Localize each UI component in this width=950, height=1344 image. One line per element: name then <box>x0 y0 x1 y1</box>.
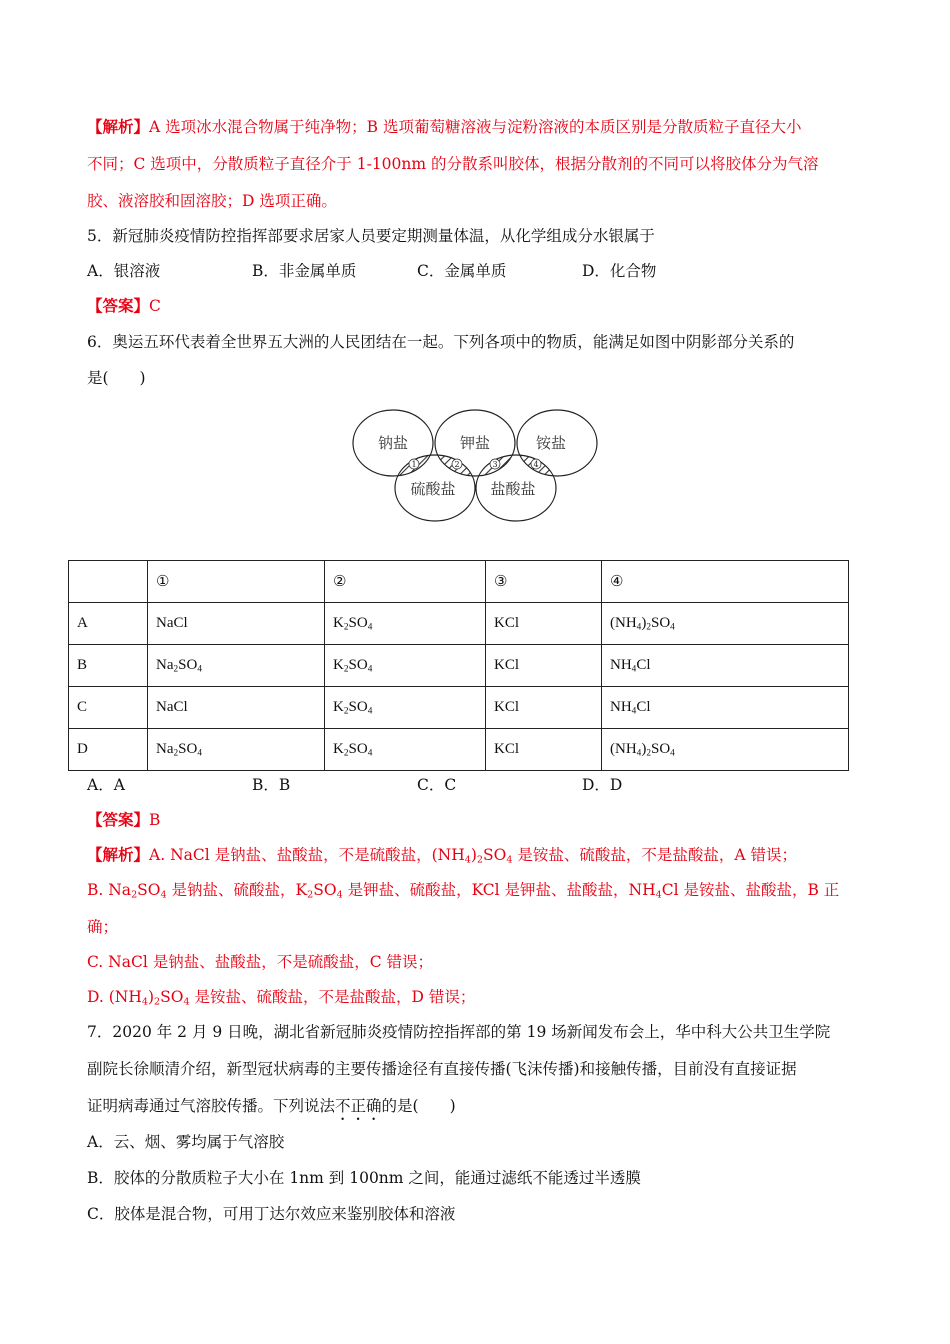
table-cell: $Na_2SO_4$ <box>148 729 325 771</box>
emphasized-text: 不正确 <box>335 1097 382 1115</box>
region-3-marker <box>490 459 500 469</box>
analysis-tag: 【解析】 <box>87 845 150 864</box>
q7-option-a: A．云、烟、雾均属于气溶胶 <box>87 1133 285 1151</box>
table-row <box>69 729 849 771</box>
table-row <box>69 687 849 729</box>
question-6-stem: 6．奥运五环代表着全世界五大洲的人民团结在一起。下列各项中的物质，能满足如图中阴影部分关系的 <box>87 333 795 351</box>
label-ammonium: 铵盐 <box>535 434 567 452</box>
q6-option-b: B．B <box>252 776 291 794</box>
table-cell: $Na_2SO_4$ <box>148 645 325 687</box>
q6-analysis-line: C. NaCl 是钠盐、盐酸盐，不是硫酸盐，C 错误； <box>87 953 433 971</box>
question-7-stem: 副院长徐顺清介绍，新型冠状病毒的主要传播途径有直接传播(飞沫传播)和接触传播，目前没有直接证据 <box>87 1060 797 1078</box>
table-header-row <box>69 561 849 603</box>
question-6-stem: 是( ) <box>87 369 146 387</box>
table-row <box>69 645 849 687</box>
question-5-stem: 5．新冠肺炎疫情防控指挥部要求居家人员要定期测量体温，从化学组成分水银属于 <box>87 227 655 245</box>
q6-option-a: A．A <box>87 776 125 794</box>
analysis-text: A. NaCl 是钠盐、盐酸盐，不是硫酸盐，$(NH_4)_2SO_4$ 是铵盐、硫酸盐，不是盐酸盐，A 错误； <box>149 846 798 866</box>
table-cell: $NH_4Cl$ <box>602 687 849 729</box>
svg-text:3: 3 <box>492 460 498 469</box>
table-row <box>69 603 849 645</box>
q5-option-d: D．化合物 <box>582 262 657 280</box>
answer-tag: 【答案】 <box>87 296 150 315</box>
region-1-marker <box>409 459 419 469</box>
analysis-line: 不同；C 选项中，分散质粒子直径介于 1-100nm 的分散系叫胶体，根据分散剂的不同可以将胶体分为气溶 <box>87 155 819 173</box>
q6-analysis-line: D. $(NH_4)_2SO_4$ 是铵盐、硫酸盐，不是盐酸盐，D 错误； <box>87 988 476 1008</box>
table-cell: $(NH_4)_2SO_4$ <box>602 603 849 645</box>
header-cell <box>69 561 148 603</box>
label-sulfate: 硫酸盐 <box>410 480 456 498</box>
table-cell: KCl <box>486 687 602 729</box>
answer-value: C <box>149 297 161 315</box>
svg-text:1: 1 <box>411 460 417 469</box>
header-cell: ② <box>325 561 486 603</box>
q6-option-d: D．D <box>582 776 623 794</box>
table-cell: $K_2SO_4$ <box>325 687 486 729</box>
row-label: A <box>69 603 148 645</box>
table-cell: $K_2SO_4$ <box>325 729 486 771</box>
svg-text:2: 2 <box>454 460 460 469</box>
analysis-text: A 选项冰水混合物属于纯净物；B 选项葡萄糖溶液与淀粉溶液的本质区别是分散质粒子直径大小 <box>149 118 802 136</box>
q5-option-a: A．银溶液 <box>87 262 161 280</box>
q7-option-c: C．胶体是混合物，可用丁达尔效应来鉴别胶体和溶液 <box>87 1205 456 1223</box>
q5-answer <box>87 296 161 316</box>
q6-option-c: C．C <box>417 776 457 794</box>
analysis-tag: 【解析】 <box>87 117 150 136</box>
row-label: D <box>69 729 148 771</box>
table-cell: $NH_4Cl$ <box>602 645 849 687</box>
label-potassium: 钾盐 <box>459 434 491 452</box>
table-cell: $(NH_4)_2SO_4$ <box>602 729 849 771</box>
table-cell: NaCl <box>148 603 325 645</box>
q6-analysis-line <box>87 845 797 865</box>
table-cell: KCl <box>486 603 602 645</box>
q5-option-c: C．金属单质 <box>417 262 507 280</box>
q6-analysis-line: B. $Na_2SO_4$ 是钠盐、硫酸盐，$K_2SO_4$ 是钾盐、硫酸盐，KCl 是钾盐、盐酸盐，$NH_4Cl$ 是铵盐、盐酸盐，B 正 <box>87 881 840 901</box>
table-cell: $K_2SO_4$ <box>325 645 486 687</box>
question-7-stem <box>87 1096 456 1124</box>
table-cell: KCl <box>486 645 602 687</box>
question-7-stem: 7．2020 年 2 月 9 日晚，湖北省新冠肺炎疫情防控指挥部的第 19 场新闻发布会上，华中科大公共卫生学院 <box>87 1023 831 1041</box>
stem-text: 的是( ) <box>381 1097 456 1115</box>
row-label: B <box>69 645 148 687</box>
stem-text: 证明病毒通过气溶胶传播。下列说法 <box>87 1097 336 1115</box>
row-label: C <box>69 687 148 729</box>
table-cell: KCl <box>486 729 602 771</box>
svg-text:4: 4 <box>533 460 539 469</box>
analysis-line: 胶、液溶胶和固溶胶；D 选项正确。 <box>87 192 337 210</box>
options-table <box>68 560 849 771</box>
q5-option-b: B．非金属单质 <box>252 262 357 280</box>
answer-tag: 【答案】 <box>87 810 150 829</box>
region-4-marker <box>531 459 541 469</box>
answer-value: B <box>149 811 161 829</box>
region-2-marker <box>452 459 462 469</box>
q6-analysis-line: 确； <box>87 918 119 936</box>
header-cell: ③ <box>486 561 602 603</box>
label-chloride: 盐酸盐 <box>490 480 536 498</box>
q7-option-b: B．胶体的分散质粒子大小在 1nm 到 100nm 之间，能通过滤纸不能透过半透膜 <box>87 1169 641 1187</box>
table-cell: NaCl <box>148 687 325 729</box>
q6-answer <box>87 810 160 830</box>
olympic-rings-diagram <box>345 402 605 527</box>
table-cell: $K_2SO_4$ <box>325 603 486 645</box>
header-cell: ④ <box>602 561 849 603</box>
analysis-line <box>87 117 801 137</box>
label-sodium: 钠盐 <box>377 434 409 452</box>
header-cell: ① <box>148 561 325 603</box>
